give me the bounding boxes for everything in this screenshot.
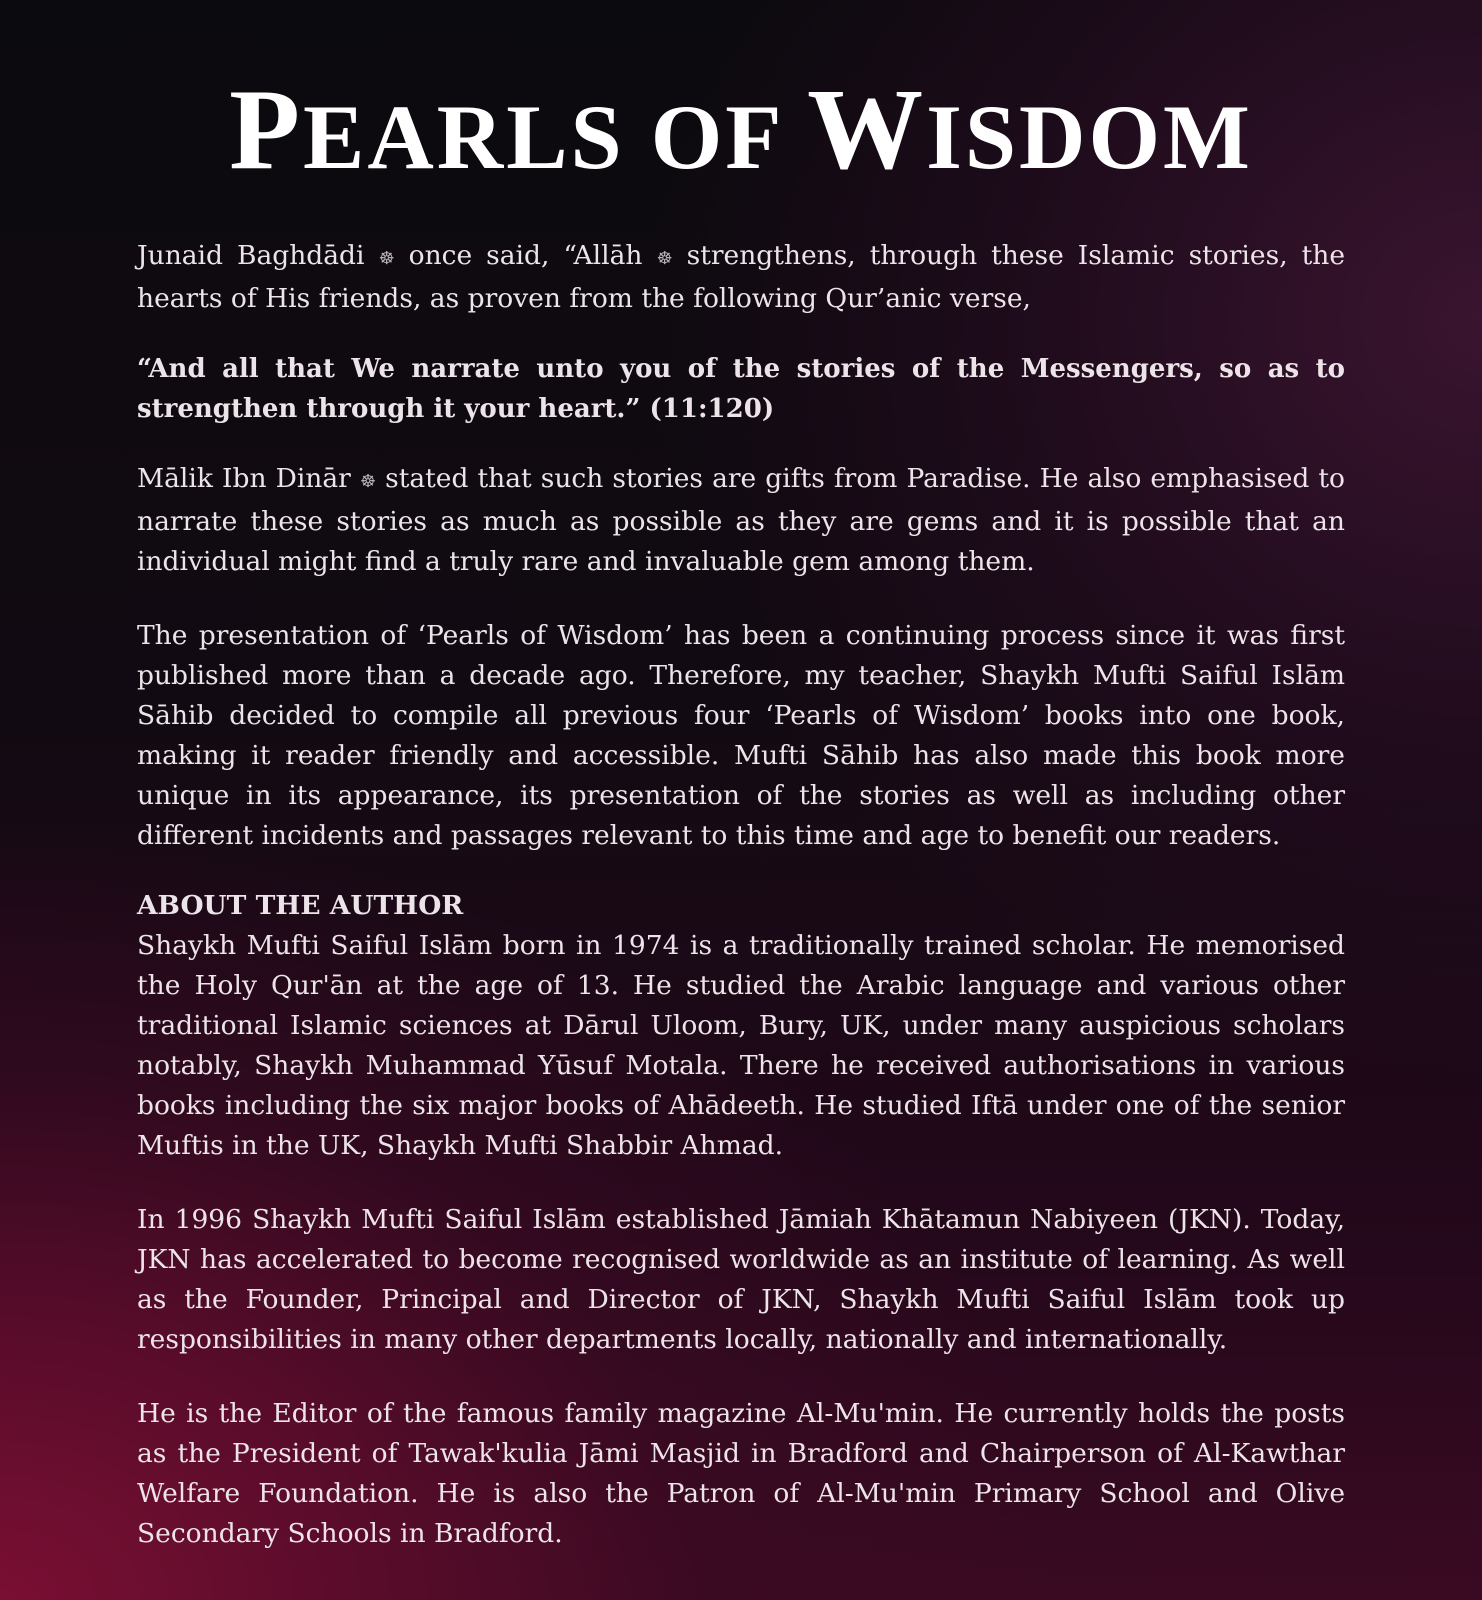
- back-cover: [137, 66, 1346, 1554]
- editor-paragraph: He is the Editor of the famous family magazine Al-Mu'min. He currently holds the posts as the President of Tawak'kulia Jāmi Masjid in Bradford and Chairperson of Al-Kawthar Welfare Foundation. He is also the Patron of Al-Mu'min Primary School and Olive Secondary Schools in Bradford.: [137, 1398, 1345, 1549]
- title-cap-w: W: [807, 66, 927, 194]
- spacer: [137, 1360, 1345, 1394]
- malik-text-2: stated that such stories are gifts from Paradise. He also emphasised to narrate these stories as much as possible as they are gems and it is possible that an individual might find a truly rare and invaluable gem among them.: [137, 463, 1346, 577]
- title-cap-p: P: [229, 66, 303, 194]
- presentation-paragraph: The presentation of ‘Pearls of Wisdom’ has been a continuing process since it was first published more than a decade ago. Therefore, my teacher, Shaykh Mufti Saiful Islām Sāhib decided to compile all previous four ‘Pearls of Wisdom’ books into one book, making it reader friendly and accessible. Mufti Sāhib has also made this book more unique in its appearance, its presentation of the stories as well as including other different incidents and passages relevant to this time and age to benefit our readers.: [137, 620, 1345, 851]
- spacer: [137, 429, 1345, 459]
- intro-paragraph: [137, 236, 1345, 319]
- intro-text-3: strengthens, through these Islamic stories, the hearts of His friends, as proven from the following Qur’anic verse,: [137, 240, 1345, 314]
- about-author-heading: ABOUT THE AUTHOR: [137, 890, 464, 921]
- intro-text-2: once said, “Allāh: [394, 240, 657, 271]
- honorific-icon: ☸: [378, 248, 395, 269]
- honorific-icon: ☸: [656, 248, 673, 269]
- title-part-earls-of: EARLS OF: [302, 86, 808, 188]
- malik-text-1: Mālik Ibn Dinār: [137, 463, 360, 494]
- malik-paragraph: [137, 459, 1345, 582]
- honorific-icon: ☸: [359, 471, 377, 492]
- quran-verse: “And all that We narrate unto you of the stories of the Messengers, so as to strengthen through it your heart.” (11:120): [137, 354, 1345, 424]
- book-title: [137, 66, 1345, 194]
- spacer: [137, 319, 1345, 349]
- title-part-isdom: ISDOM: [926, 86, 1253, 188]
- spacer: [137, 582, 1345, 616]
- intro-text-1: Junaid Baghdādi: [137, 240, 379, 271]
- jkn-paragraph: In 1996 Shaykh Mufti Saiful Islām established Jāmiah Khātamun Nabiyeen (JKN). Today, JKN has accelerated to become recognised worldwide as an institute of learning. As well as the Founder, Principal and Director of JKN, Shaykh Mufti Saiful Islām took up responsibilities in many other departments locally, nationally and internationally.: [137, 1204, 1345, 1355]
- spacer: [137, 856, 1345, 886]
- spacer: [137, 1166, 1345, 1200]
- author-bio-paragraph: Shaykh Mufti Saiful Islām born in 1974 is a traditionally trained scholar. He memorised the Holy Qur'ān at the age of 13. He studied the Arabic language and various other traditional Islamic sciences at Dārul Uloom, Bury, UK, under many auspicious scholars notably, Shaykh Muhammad Yūsuf Motala. There he received authorisations in various books including the six major books of Ahādeeth. He studied Iftā under one of the senior Muftis in the UK, Shaykh Mufti Shabbir Ahmad.: [137, 930, 1345, 1161]
